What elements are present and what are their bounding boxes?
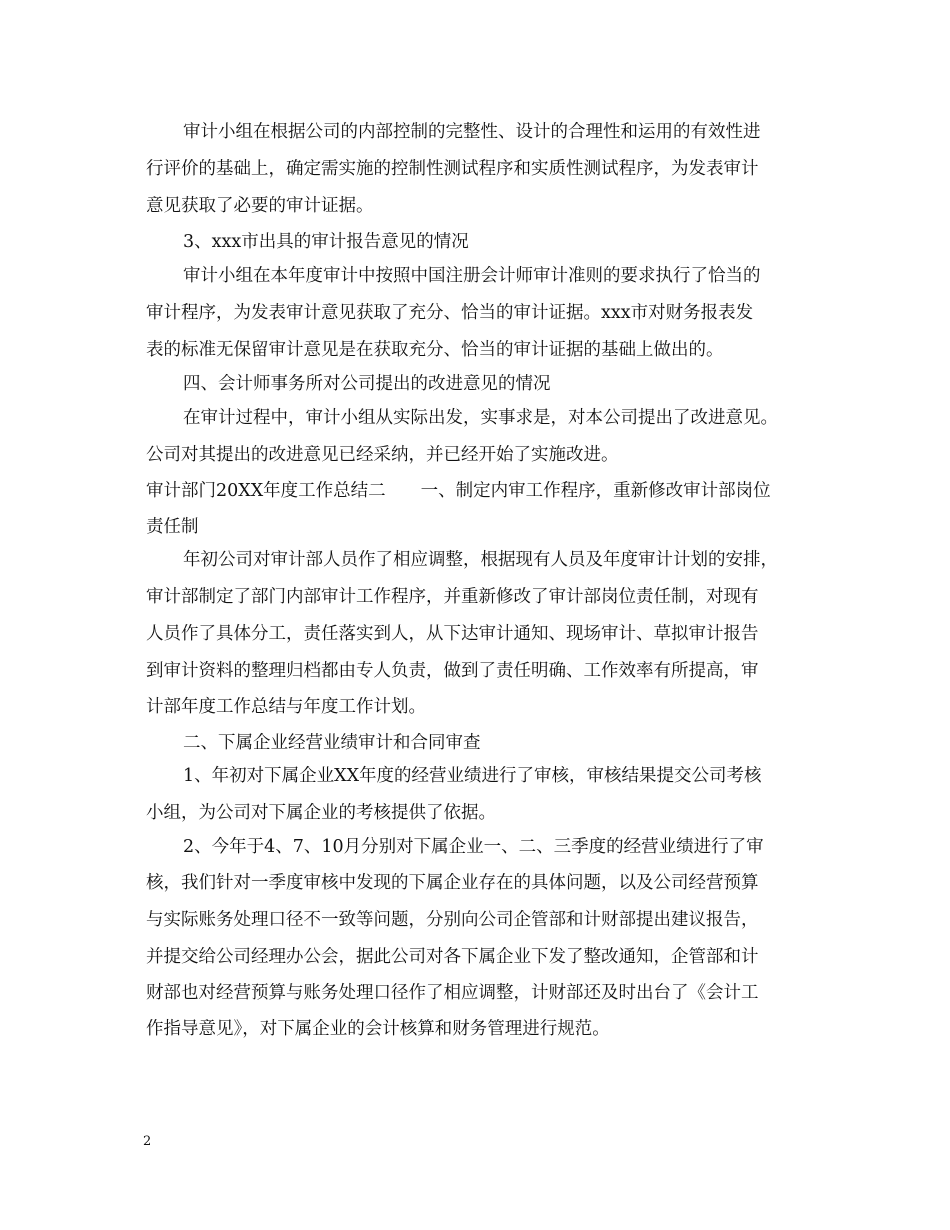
body-line: 责任制 [146,517,199,537]
document-title-line: 审计部门20XX年度工作总结二 一、制定内审工作程序，重新修改审计部岗位 [146,481,771,501]
page-number: 2 [143,1134,152,1149]
body-line: 计部年度工作总结与年度工作计划。 [146,697,426,717]
body-line: 作指导意见》，对下属企业的会计核算和财务管理进行规范。 [146,1019,610,1039]
body-line: 小组，为公司对下属企业的考核提供了依据。 [146,803,496,823]
body-line: 意见获取了必要的审计证据。 [146,196,374,216]
body-line: 审计部制定了部门内部审计工作程序，并重新修改了审计部岗位责任制，对现有 [146,587,759,607]
body-line: 在审计过程中，审计小组从实际出发，实事求是，对本公司提出了改进意见。 [183,408,778,428]
body-line: 行评价的基础上，确定需实施的控制性测试程序和实质性测试程序，为发表审计 [146,159,759,179]
body-line: 公司对其提出的改进意见已经采纳，并已经开始了实施改进。 [146,445,619,465]
body-line: 核，我们针对一季度审核中发现的下属企业存在的具体问题，以及公司经营预算 [146,873,759,893]
body-line: 审计小组在本年度审计中按照中国注册会计师审计准则的要求执行了恰当的 [183,266,761,286]
body-line: 表的标准无保留审计意见是在获取充分、恰当的审计证据的基础上做出的。 [146,340,724,360]
body-line: 年初公司对审计部人员作了相应调整，根据现有人员及年度审计计划的安排， [183,550,778,570]
body-line: 审计小组在根据公司的内部控制的完整性、设计的合理性和运用的有效性进 [183,122,761,142]
section-heading: 二、下属企业经营业绩审计和合同审查 [183,733,481,753]
body-line: 审计程序，为发表审计意见获取了充分、恰当的审计证据。xxx市对财务报表发 [146,303,754,323]
body-line: 并提交给公司经理办公会，据此公司对各下属企业下发了整改通知，企管部和计 [146,947,759,967]
body-line: 2、今年于4、7、10月分别对下属企业一、二、三季度的经营业绩进行了审 [183,837,764,857]
body-line: 人员作了具体分工，责任落实到人，从下达审计通知、现场审计、草拟审计报告 [146,624,759,644]
body-line: 财部也对经营预算与账务处理口径作了相应调整，计财部还及时出台了《会计工 [146,983,759,1003]
body-line: 到审计资料的整理归档都由专人负责，做到了责任明确、工作效率有所提高，审 [146,661,759,681]
body-line: 与实际账务处理口径不一致等问题，分别向公司企管部和计财部提出建议报告， [146,910,759,930]
section-heading: 3、xxx市出具的审计报告意见的情况 [183,232,469,252]
body-line: 1、年初对下属企业XX年度的经营业绩进行了审核，审核结果提交公司考核 [183,766,762,786]
section-heading: 四、会计师事务所对公司提出的改进意见的情况 [183,374,551,394]
